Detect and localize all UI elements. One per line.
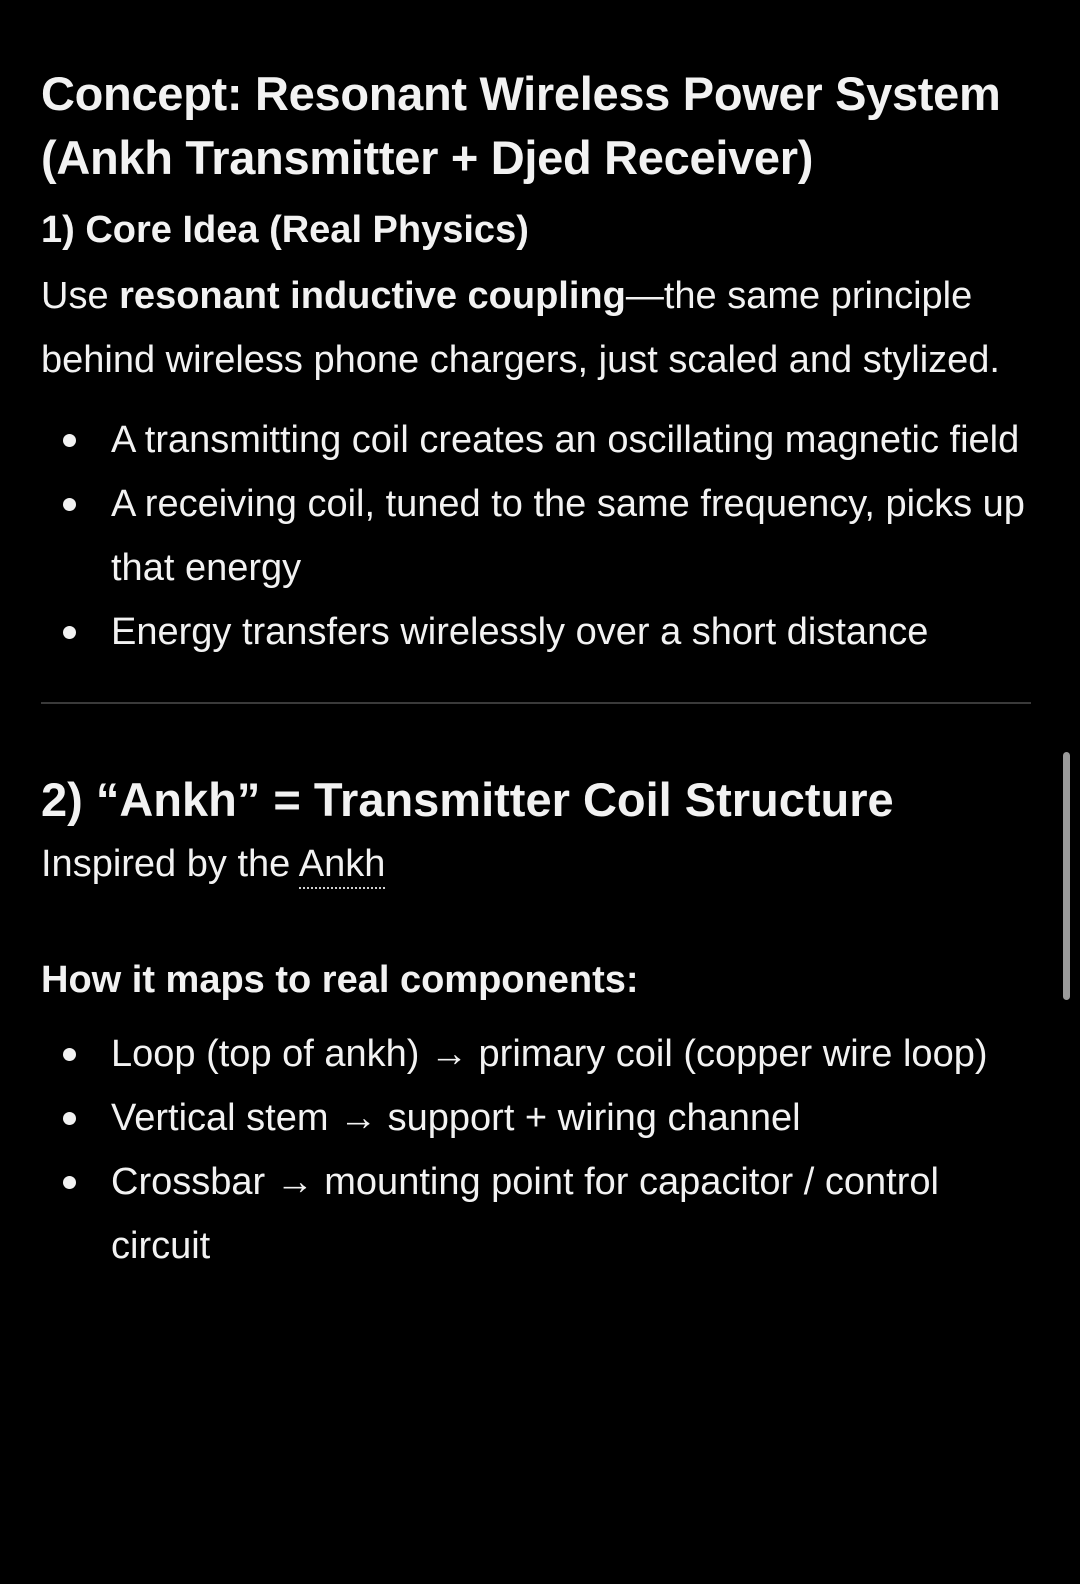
list-item: [41, 1022, 1041, 1086]
list-item: [41, 600, 1041, 664]
message-content: [41, 62, 1041, 1278]
scrollbar-thumb[interactable]: [1063, 752, 1070, 1000]
page-title: Concept: Resonant Wireless Power System (Ankh Transmitter + Djed Receiver): [41, 67, 1001, 184]
ankh-link[interactable]: Ankh: [299, 843, 386, 889]
core-idea-paragraph: [41, 264, 1041, 392]
mapping-list: [41, 1022, 1041, 1278]
list-item-text: A receiving coil, tuned to the same frequency, picks up that energy: [111, 483, 1025, 589]
list-item: [41, 1086, 1041, 1150]
inspired-by-line: [41, 832, 1041, 896]
ankh-section-heading: 2) “Ankh” = Transmitter Coil Structure: [41, 773, 894, 826]
bullet-icon: [63, 1048, 76, 1061]
list-item-text: A transmitting coil creates an oscillating magnetic field: [111, 419, 1020, 461]
list-item: [41, 408, 1041, 472]
bullet-icon: [63, 626, 76, 639]
list-item: [41, 472, 1041, 600]
intro-bold-term: resonant inductive coupling: [119, 275, 626, 317]
mapping-heading: How it maps to real components:: [41, 959, 639, 1001]
core-idea-list: [41, 408, 1041, 664]
bullet-icon: [63, 1112, 76, 1125]
section-divider: [41, 702, 1031, 704]
list-item-text: Energy transfers wirelessly over a short distance: [111, 611, 929, 653]
list-item-text: Crossbar → mounting point for capacitor / control circuit: [111, 1161, 939, 1267]
core-idea-heading: 1) Core Idea (Real Physics): [41, 209, 529, 251]
list-item: [41, 1150, 1041, 1278]
list-item-text: Vertical stem → support + wiring channel: [111, 1097, 801, 1139]
inspired-prefix: Inspired by the: [41, 843, 299, 885]
intro-suffix: —the same principle behind wireless phone chargers, just scaled and stylized.: [41, 275, 1000, 381]
bullet-icon: [63, 498, 76, 511]
list-item-text: Loop (top of ankh) → primary coil (copper wire loop): [111, 1033, 988, 1075]
bullet-icon: [63, 434, 76, 447]
intro-prefix: Use: [41, 275, 120, 317]
bullet-icon: [63, 1176, 76, 1189]
